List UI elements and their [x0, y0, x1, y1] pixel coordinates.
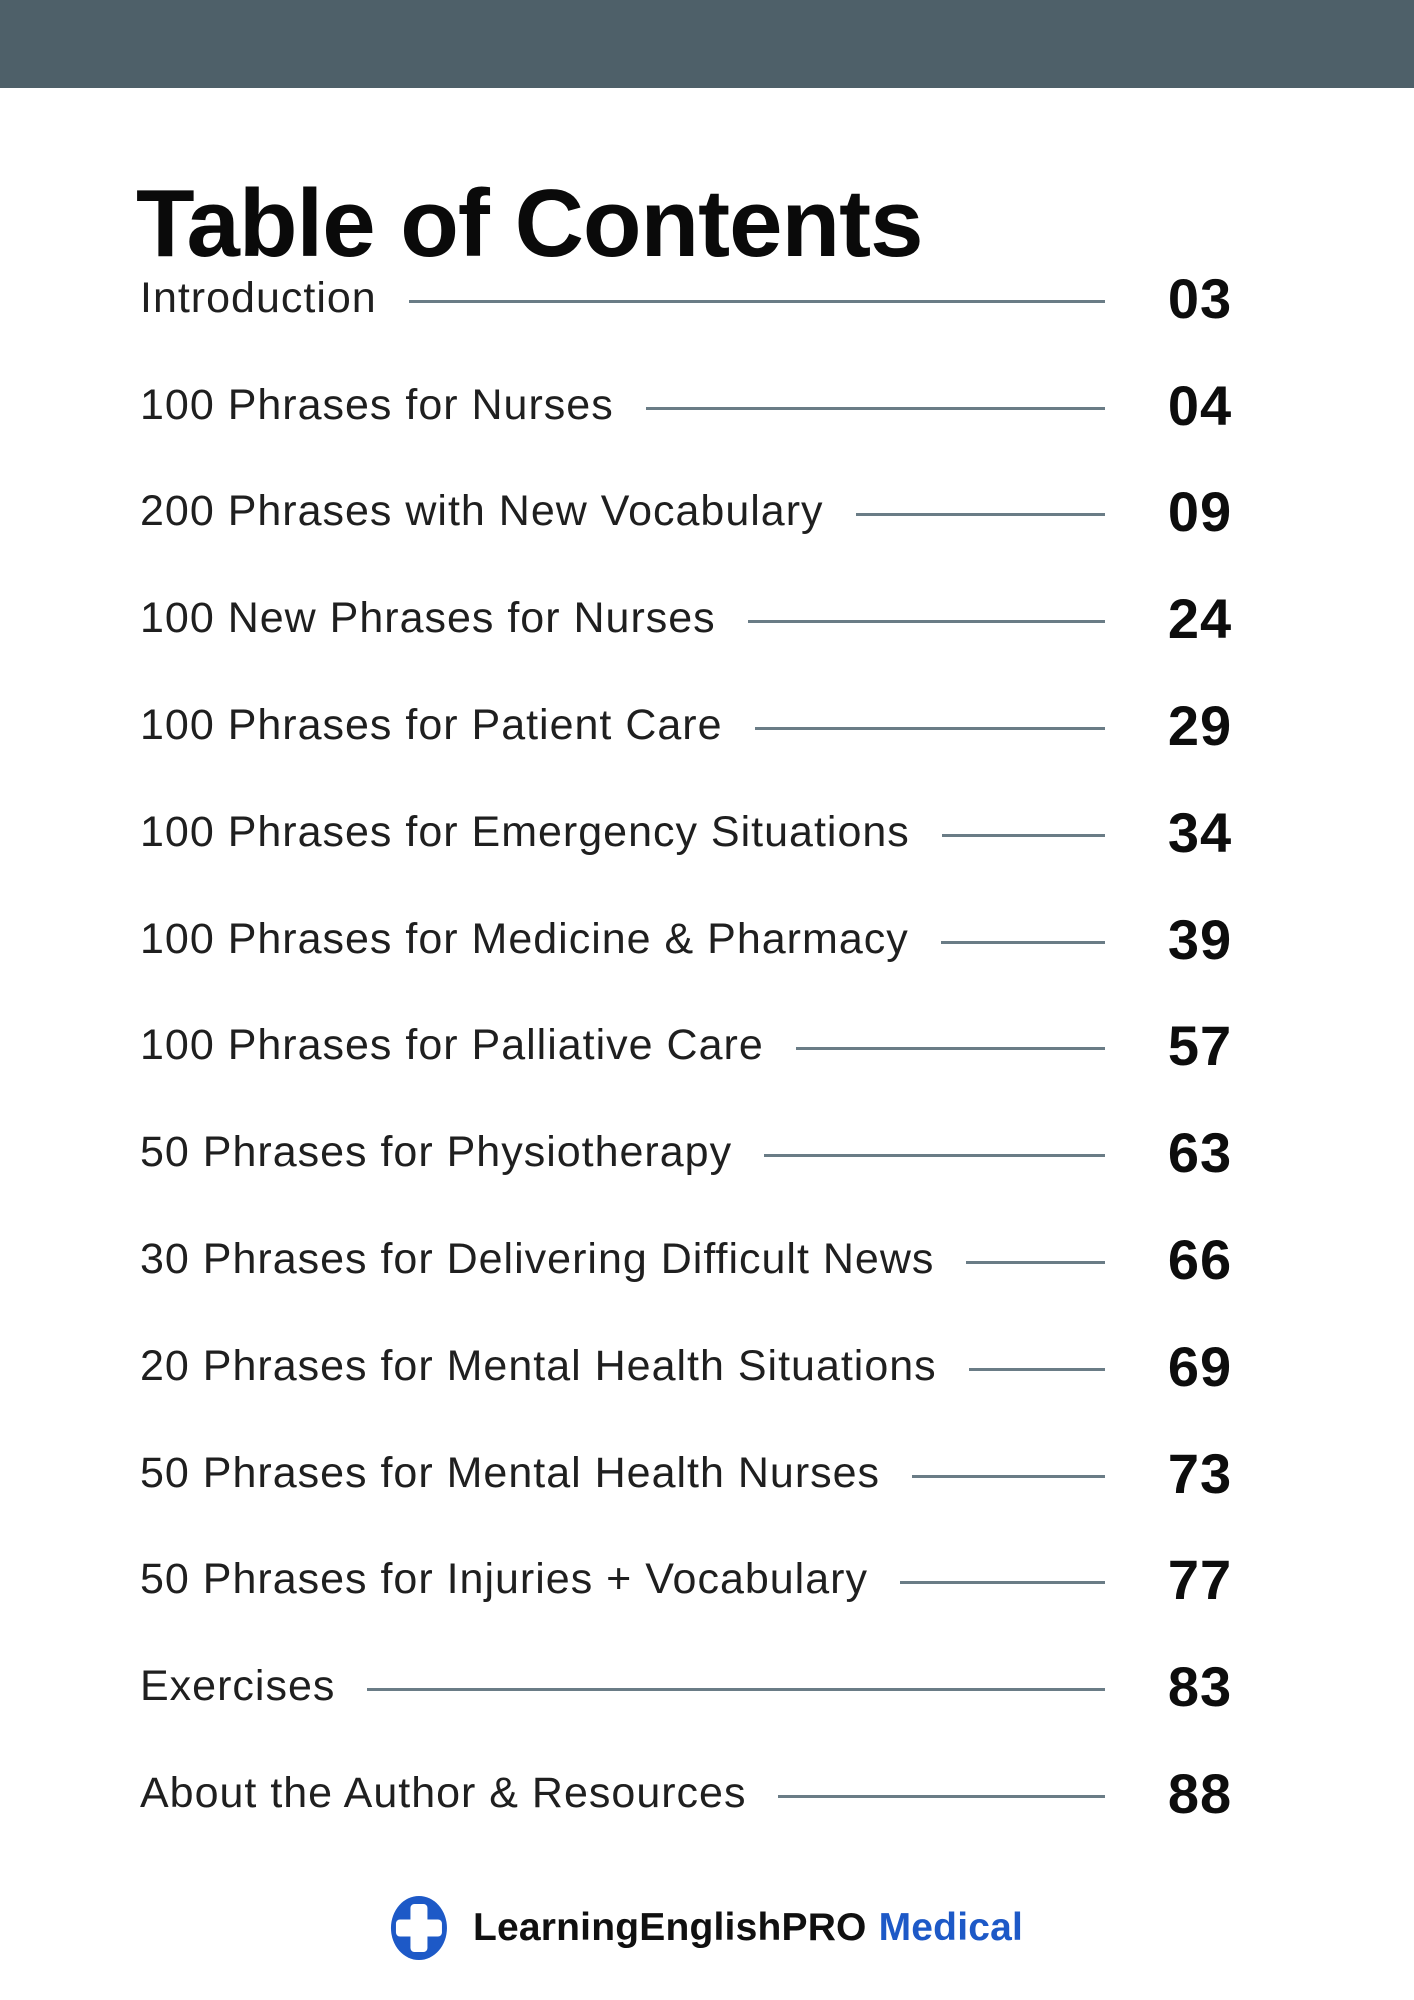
toc-entry-label: 100 Phrases for Patient Care — [140, 701, 723, 750]
medical-cross-icon — [391, 1896, 447, 1960]
leader-line — [900, 1581, 1105, 1584]
toc-row — [140, 1527, 1240, 1634]
header-band — [0, 0, 1414, 88]
toc-entry-page: 09 — [1167, 480, 1233, 544]
leader-line — [941, 941, 1105, 944]
toc-row — [140, 1740, 1240, 1847]
toc-row — [140, 1099, 1240, 1206]
toc-row — [140, 1633, 1240, 1740]
toc-entry-label: 100 Phrases for Medicine & Pharmacy — [140, 914, 909, 963]
leader-line — [764, 1154, 1105, 1157]
footer-logo — [391, 1896, 1023, 1960]
leader-line — [646, 407, 1105, 410]
toc-entry-page: 04 — [1167, 373, 1233, 437]
toc-entry-page: 73 — [1167, 1441, 1233, 1505]
toc-entry-label: 50 Phrases for Mental Health Nurses — [140, 1448, 881, 1497]
leader-line — [778, 1795, 1105, 1798]
toc-row — [140, 459, 1240, 566]
toc-row — [140, 1206, 1240, 1313]
brand-suffix-text: Medical — [878, 1906, 1024, 1949]
leader-line — [969, 1368, 1105, 1371]
leader-line — [796, 1047, 1105, 1050]
brand-text: LearningEnglishPRO — [472, 1906, 867, 1949]
toc-entry-label: Introduction — [140, 273, 377, 322]
toc-entry-page: 24 — [1167, 587, 1233, 651]
toc-row — [140, 245, 1240, 352]
toc-row — [140, 993, 1240, 1100]
toc-entry-label: 100 New Phrases for Nurses — [140, 594, 716, 643]
toc-entry-label: 50 Phrases for Injuries + Vocabulary — [140, 1555, 868, 1604]
leader-line — [755, 727, 1105, 730]
toc-entry-label: Exercises — [140, 1662, 336, 1711]
toc-entry-label: 100 Phrases for Nurses — [140, 380, 614, 429]
toc-entry-page: 39 — [1167, 907, 1233, 971]
leader-line — [966, 1261, 1105, 1264]
leader-line — [912, 1475, 1105, 1478]
leader-line — [942, 834, 1105, 837]
toc-entry-page: 57 — [1167, 1014, 1233, 1078]
toc-entry-label: 200 Phrases with New Vocabulary — [140, 487, 824, 536]
toc-entry-page: 29 — [1167, 694, 1233, 758]
page-title: Table of Contents — [136, 170, 923, 278]
toc-entry-page: 83 — [1167, 1655, 1233, 1719]
toc-entry-label: 20 Phrases for Mental Health Situations — [140, 1341, 937, 1390]
toc-entry-label: 100 Phrases for Palliative Care — [140, 1021, 764, 1070]
cross-horizontal-bar — [396, 1920, 442, 1937]
table-of-contents — [140, 245, 1240, 1847]
toc-entry-page: 66 — [1167, 1228, 1233, 1292]
toc-entry-page: 88 — [1167, 1762, 1233, 1826]
toc-entry-page: 34 — [1167, 800, 1233, 864]
toc-row — [140, 886, 1240, 993]
toc-entry-page: 69 — [1167, 1334, 1233, 1398]
toc-row — [140, 672, 1240, 779]
leader-line — [856, 513, 1105, 516]
toc-row — [140, 1313, 1240, 1420]
toc-row — [140, 1420, 1240, 1527]
toc-row — [140, 565, 1240, 672]
toc-row — [140, 779, 1240, 886]
toc-entry-label: 100 Phrases for Emergency Situations — [140, 807, 910, 856]
toc-entry-label: About the Author & Resources — [140, 1769, 747, 1818]
toc-row — [140, 352, 1240, 459]
leader-line — [367, 1688, 1105, 1691]
toc-entry-label: 50 Phrases for Physiotherapy — [140, 1128, 733, 1177]
toc-entry-page: 03 — [1167, 266, 1233, 330]
toc-entry-label: 30 Phrases for Delivering Difficult News — [140, 1235, 935, 1284]
leader-line — [409, 300, 1105, 303]
toc-entry-page: 63 — [1167, 1121, 1233, 1185]
toc-entry-page: 77 — [1167, 1548, 1233, 1612]
leader-line — [748, 620, 1105, 623]
